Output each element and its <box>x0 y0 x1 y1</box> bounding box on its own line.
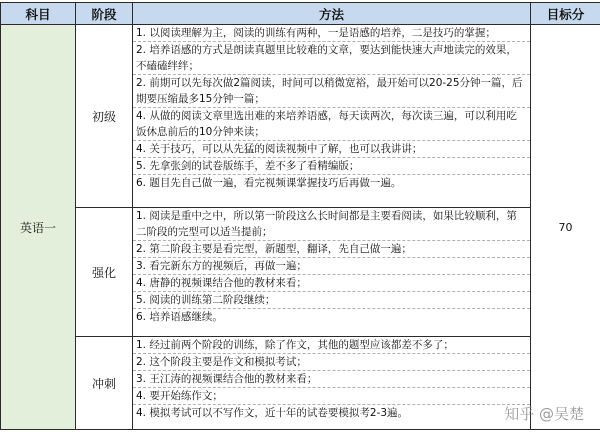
method-line: 2. 这个阶段主要是作文和模拟考试； <box>133 354 530 371</box>
method-line: 4. 从做的阅读文章里选出难的来培养语感，每天读两次，每次读三遍，可以利用吃饭休息前后的10分钟来读； <box>133 108 530 141</box>
target-score-cell: 70 <box>531 25 600 430</box>
method-line: 5. 阅读的训练第二阶段继续； <box>133 292 530 309</box>
header-target: 目标分 <box>531 3 600 25</box>
study-plan-table <box>0 2 600 430</box>
method-line: 1. 经过前两个阶段的训练，除了作文，其他的题型应该都差不多了； <box>133 337 530 354</box>
method-line: 2. 前期可以先每次做2篇阅读，时间可以稍微宽裕，最开始可以20-25分钟一篇，后期要压缩最多15分钟一篇； <box>133 75 530 108</box>
stage-name-sprint: 冲刺 <box>76 337 133 430</box>
method-line: 1. 阅读是重中之中，所以第一阶段这么长时间都是主要看阅读，如果比较顺利，第二阶段的完型可以适当提前； <box>133 208 530 241</box>
method-line: 6. 培养语感继续。 <box>136 311 223 323</box>
method-line: 4. 要开始练作文； <box>133 388 530 405</box>
method-line: 2. 第二阶段主要是看完型，新题型，翻译，先自己做一遍； <box>133 241 530 258</box>
method-line: 3. 王江涛的视频课结合他的教材来看； <box>133 371 530 388</box>
method-line: 3. 看完新东方的视频后，再做一遍； <box>133 258 530 275</box>
watermark: 知乎 @吴楚 <box>504 405 584 423</box>
method-line: 6. 题目先自己做一遍，看完视频课掌握技巧后再做一遍。 <box>136 177 402 189</box>
method-line: 5. 先拿张剑的试卷版练手，差不多了看精编版； <box>133 158 530 175</box>
method-cell-intensive <box>133 208 531 337</box>
header-stage: 阶段 <box>76 3 133 25</box>
method-cell-sprint <box>133 337 531 430</box>
header-subject: 科目 <box>1 3 76 25</box>
header-row <box>1 3 600 25</box>
subject-cell: 英语一 <box>1 25 76 430</box>
stage-name-basic: 初级 <box>76 25 133 208</box>
method-line: 4. 唐静的视频课结合他的教材来看； <box>133 275 530 292</box>
method-line: 2. 培养语感的方式是朗读真题里比较难的文章，要达到能快速大声地读完的效果，不磕磕绊绊； <box>133 42 530 75</box>
method-line: 4. 关于技巧，可以从先猛的阅读视频中了解，也可以我讲讲； <box>133 141 530 158</box>
method-line: 1. 以阅读理解为主，阅读的训练有两种，一是语感的培养，二是技巧的掌握； <box>133 25 530 42</box>
stage-row-basic <box>1 25 600 208</box>
header-method: 方法 <box>133 3 531 25</box>
stage-name-intensive: 强化 <box>76 208 133 337</box>
method-cell-basic <box>133 25 531 208</box>
stage-row-intensive <box>1 208 600 337</box>
method-line: 4. 模拟考试可以不写作文，近十年的试卷要模拟考2-3遍。 <box>136 407 409 419</box>
